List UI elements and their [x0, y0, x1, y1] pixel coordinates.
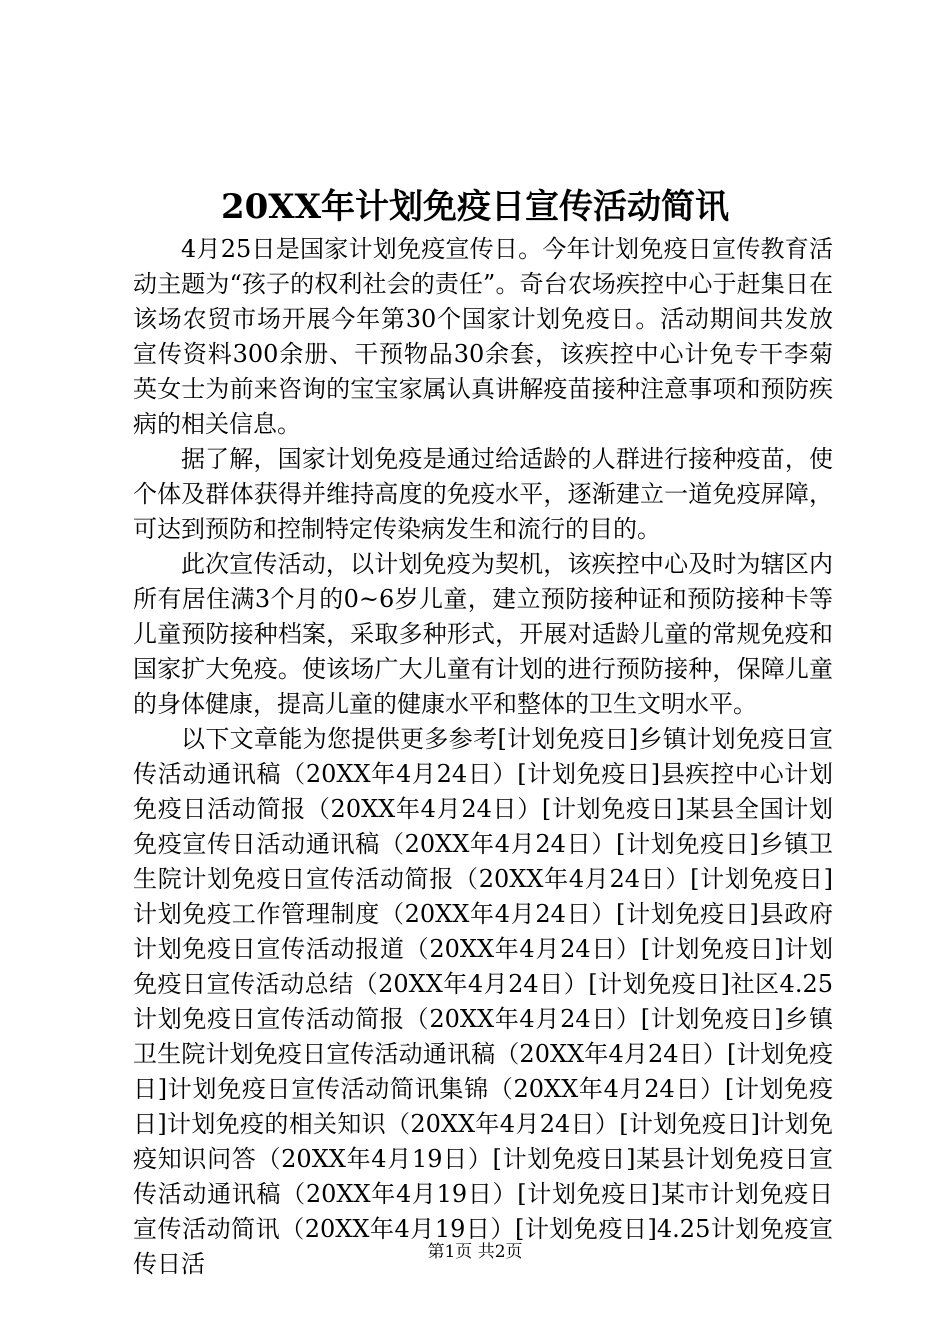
page-footer: 第1页 共2页 [427, 1242, 523, 1262]
paragraph-4: 以下文章能为您提供更多参考[计划免疫日]乡镇计划免疫日宣传活动通讯稿（20XX年4月24日）[计划免疫日]县疾控中心计划免疫日活动简报（20XX年4月24日）[计划免疫日]某县全国计划免疫宣传日活动通讯稿（20XX年4月24日）[计划免疫日]乡镇卫生院计划免疫日宣传活动简报（20XX年4月24日）[计划免疫日]计划免疫工作管理制度（20XX年4月24日）[计划免疫日]县政府计划免疫日宣传活动报道（20XX年4月24日）[计划免疫日]计划免疫日宣传活动总结（20XX年4月24日）[计划免疫日]社区4.25计划免疫日宣传活动简报（20XX年4月24日）[计划免疫日]乡镇卫生院计划免疫日宣传活动通讯稿（20XX年4月24日）[计划免疫日]计划免疫日宣传活动简讯集锦（20XX年4月24日）[计划免疫日]计划免疫的相关知识（20XX年4月24日）[计划免疫日]计划免疫知识问答（20XX年4月19日）[计划免疫日]某县计划免疫日宣传活动通讯稿（20XX年4月19日）[计划免疫日]某市计划免疫日宣传活动简讯（20XX年4月19日）[计划免疫日]4.25计划免疫宣传日活 [133, 725, 833, 1278]
paragraph-1: 4月25日是国家计划免疫宣传日。今年计划免疫日宣传教育活动主题为“孩子的权利社会的责任”。奇台农场疾控中心于赶集日在该场农贸市场开展今年第30个国家计划免疫日。活动期间共发放宣传资料300余册、干预物品30余套，该疾控中心计免专干李菊英女士为前来咨询的宝宝家属认真讲解疫苗接种注意事项和预防疾病的相关信息。 [133, 235, 833, 438]
document-body [133, 232, 833, 1282]
paragraph-2: 据了解，国家计划免疫是通过给适龄的人群进行接种疫苗，使个体及群体获得并维持高度的免疫水平，逐渐建立一道免疫屏障，可达到预防和控制特定传染病发生和流行的目的。 [133, 445, 833, 543]
document-title: 20XX年计划免疫日宣传活动简讯 [220, 187, 730, 227]
paragraph-3: 此次宣传活动，以计划免疫为契机，该疾控中心及时为辖区内所有居住满3个月的0~6岁儿童，建立预防接种证和预防接种卡等儿童预防接种档案，采取多种形式，开展对适龄儿童的常规免疫和国家扩大免疫。使该场广大儿童有计划的进行预防接种，保障儿童的身体健康，提高儿童的健康水平和整体的卫生文明水平。 [133, 550, 833, 718]
